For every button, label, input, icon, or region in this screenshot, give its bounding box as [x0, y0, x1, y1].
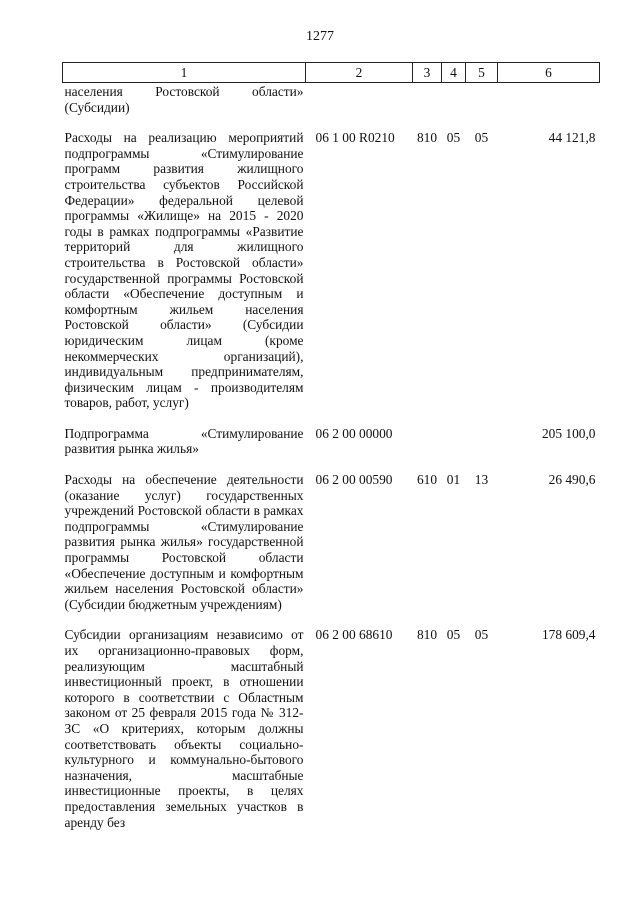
row-code [306, 83, 413, 131]
row-col5: 05 [474, 130, 489, 146]
header-col-2: 2 [306, 63, 413, 83]
header-col-5: 5 [466, 63, 498, 83]
row-description: Субсидии организациям независимо от их организационно-правовых форм, реализующим масштабный инвестиционный проект, в отношении которого в соответствии с Областным законом от 25 февраля 2015 года № 312-ЗС «О критериях, которым должны соответствовать объекты социально-культурного и коммунально-бытового назначения, масштабные инвестиционные проекты, в целях предоставления земельных участков в аренду без [64, 627, 304, 830]
row-code: 06 2 00 00000 [315, 425, 393, 441]
table-row [63, 426, 600, 472]
row-col4 [442, 83, 466, 131]
row-col5: 13 [474, 472, 489, 488]
row-col3 [413, 426, 442, 472]
header-col-1: 1 [63, 63, 306, 83]
row-col3: 610 [416, 472, 438, 488]
table-row [63, 130, 600, 426]
header-col-4: 4 [442, 63, 466, 83]
row-col4: 05 [446, 130, 461, 146]
row-col5 [466, 83, 498, 131]
header-col-3: 3 [413, 63, 442, 83]
row-amount: 26 490,6 [548, 472, 596, 488]
row-code: 06 2 00 68610 [315, 627, 393, 643]
table-row [63, 83, 600, 131]
budget-table [62, 62, 600, 830]
row-amount: 44 121,8 [548, 130, 596, 146]
row-col5 [466, 426, 498, 472]
header-col-6: 6 [498, 63, 600, 83]
table-row [63, 627, 600, 830]
row-description: Подпрограмма «Стимулирование развития рынка жилья» [64, 425, 304, 457]
table-row [63, 472, 600, 627]
row-col3: 810 [416, 627, 438, 643]
row-col3: 810 [416, 130, 438, 146]
row-col3 [413, 83, 442, 131]
row-description: Расходы на обеспечение деятельности (оказание услуг) государственных учреждений Ростовской области в рамках подпрограммы «Стимулирование развития рынка жилья» государственной программы Ростовской области «Обеспечение доступным и комфортным жильем населения Ростовской области» (Субсидии бюджетным учреждениям) [64, 472, 304, 612]
row-code: 06 2 00 00590 [315, 472, 393, 488]
table-body [63, 83, 600, 831]
row-col4: 01 [446, 472, 461, 488]
table-header [63, 63, 600, 83]
row-description: населения Ростовской области» (Субсидии) [64, 84, 304, 115]
page-number: 1277 [306, 29, 334, 44]
row-col5: 05 [474, 627, 489, 643]
header-row [63, 63, 600, 83]
row-col4: 05 [446, 627, 461, 643]
row-code: 06 1 00 R0210 [315, 130, 395, 146]
row-col4 [442, 426, 466, 472]
row-amount [498, 83, 600, 131]
row-amount: 178 609,4 [541, 627, 596, 643]
row-description: Расходы на реализацию мероприятий подпрограммы «Стимулирование программ развития жилищного строительства субъектов Российской Федерации» федеральной целевой программы «Жилище» на 2015 - 2020 годы в рамках подпрограммы «Развитие территорий для жилищного строительства в Ростовской области» государственной программы Ростовской области «Обеспечение доступным и комфортным жильем населения Ростовской области» (Субсидии юридическим лицам (кроме некоммерческих организаций), индивидуальным предпринимателям, физическим лицам - производителям товаров, работ, услуг) [64, 130, 304, 411]
row-amount: 205 100,0 [541, 425, 596, 441]
